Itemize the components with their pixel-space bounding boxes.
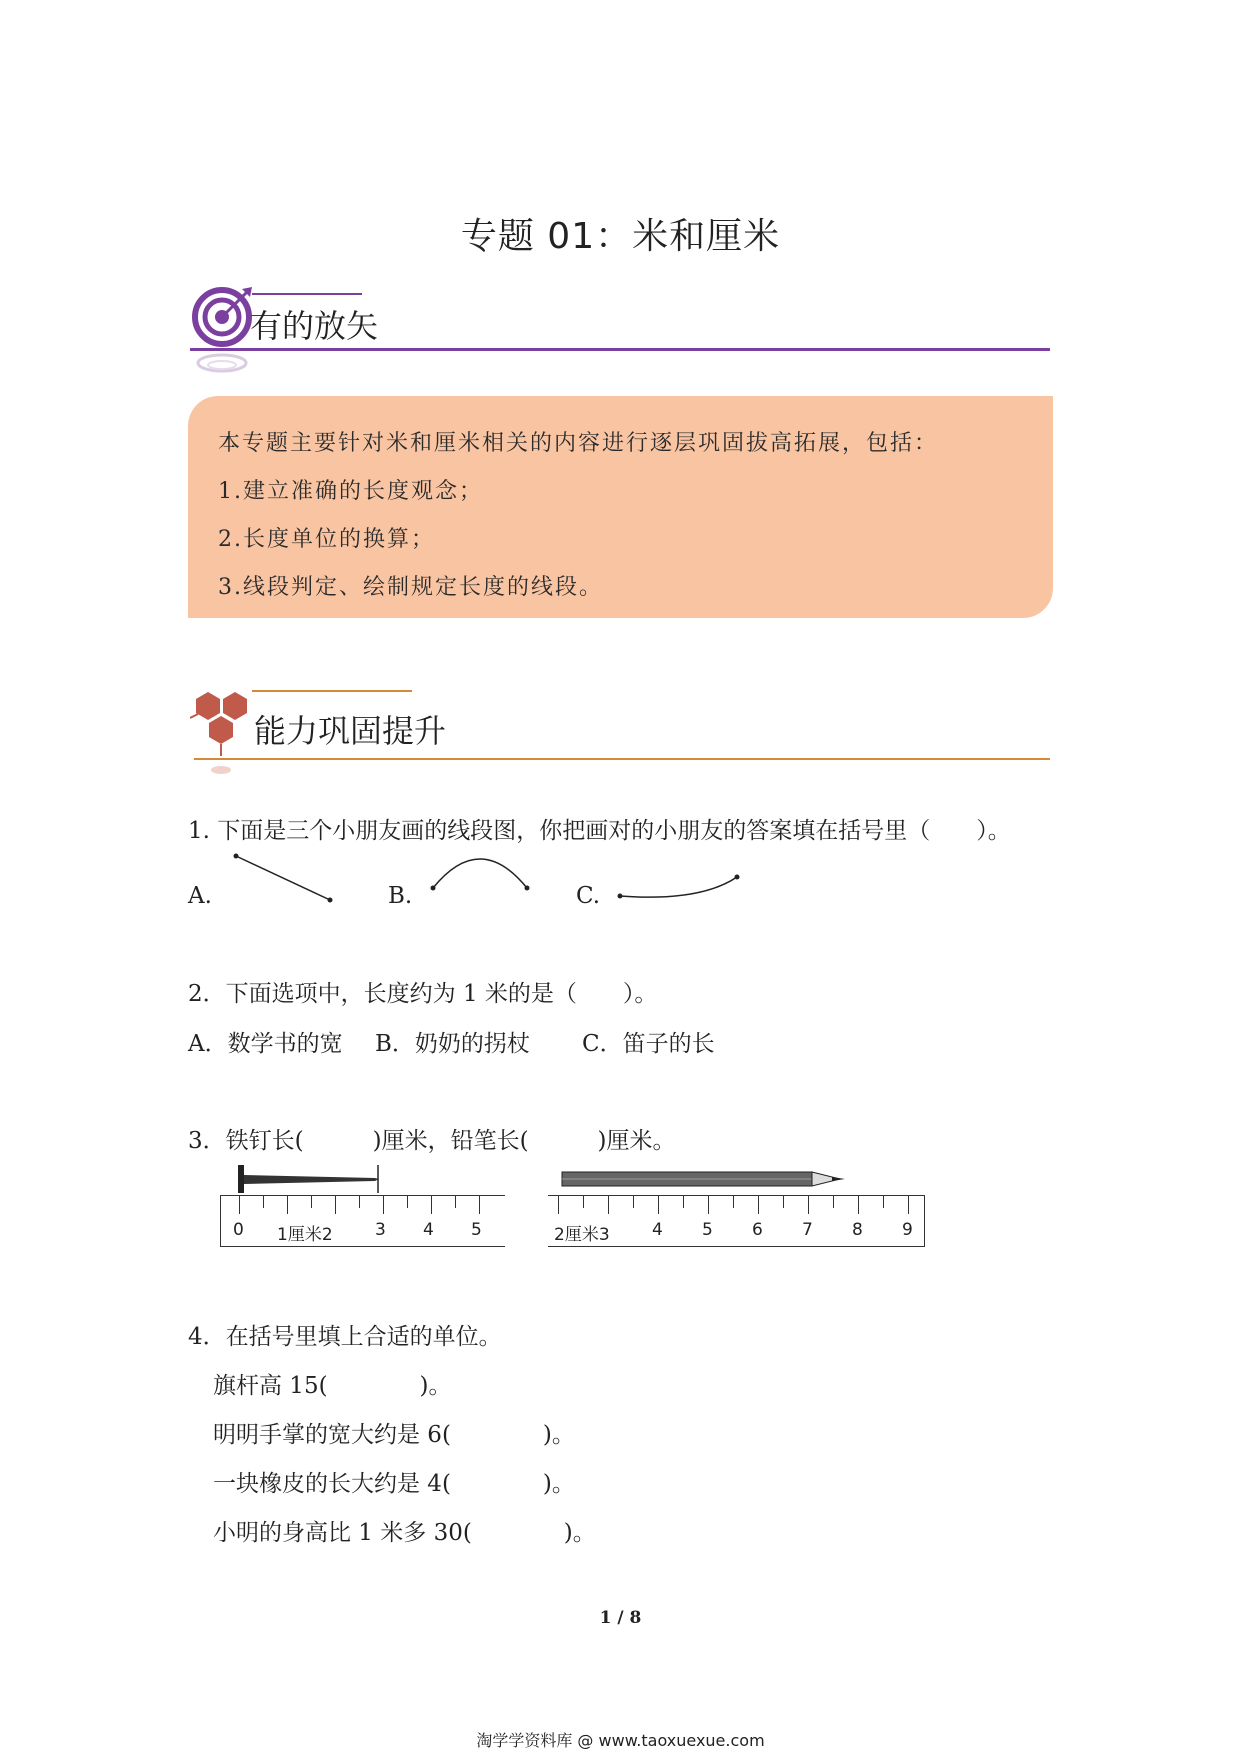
q4-item: 明明手掌的宽大约是 6( )。 — [213, 1422, 575, 1448]
q4-item: 小明的身高比 1 米多 30( )。 — [213, 1520, 596, 1546]
option-c-label: C. — [576, 883, 601, 909]
question-3: 3．铁钉长( )厘米，铅笔长( )厘米。 — [188, 1128, 676, 1154]
q4-item: 旗杆高 15( )。 — [213, 1373, 452, 1399]
ruler-label: 6 — [752, 1220, 763, 1240]
section-header-target — [190, 285, 1060, 375]
nail-icon — [235, 1165, 385, 1195]
q2-option-b: B．奶奶的拐杖 — [375, 1031, 530, 1057]
ruler-label: 1厘米2 — [277, 1225, 333, 1245]
ruler-label: 2厘米3 — [554, 1225, 610, 1245]
divider — [194, 758, 1050, 760]
line-figures — [0, 840, 1241, 920]
divider — [190, 348, 1050, 351]
ruler-2 — [548, 1195, 925, 1247]
section-heading: 能力巩固提升 — [254, 712, 447, 750]
q2-option-c: C．笛子的长 — [582, 1031, 715, 1057]
option-b-label: B. — [388, 883, 413, 909]
figure-b-arc — [431, 859, 530, 891]
ruler-1 — [220, 1195, 505, 1247]
ruler-label: 8 — [852, 1220, 863, 1240]
q4-item: 一块橡皮的长大约是 4( )。 — [213, 1471, 575, 1497]
page-title: 专题 01：米和厘米 — [460, 216, 781, 257]
ruler-label: 9 — [902, 1220, 913, 1240]
ruler-label: 4 — [423, 1220, 434, 1240]
ruler-label: 5 — [702, 1220, 713, 1240]
ruler-label: 0 — [233, 1220, 244, 1240]
section-header-ability — [190, 690, 1060, 780]
ruler-label: 7 — [802, 1220, 813, 1240]
page-number: 1 / 8 — [599, 1608, 642, 1628]
ruler-label: 3 — [375, 1220, 386, 1240]
option-a-label: A. — [188, 883, 212, 909]
q2-option-a: A．数学书的宽 — [188, 1031, 343, 1057]
figure-a-segment — [234, 854, 333, 903]
hexagon-icon — [190, 690, 260, 780]
question-2: 2．下面选项中，长度约为 1 米的是（ ）。 — [188, 981, 658, 1007]
pencil-icon — [560, 1168, 860, 1190]
ruler-label: 5 — [471, 1220, 482, 1240]
intro-box — [188, 396, 1053, 618]
figure-c-curve — [618, 875, 740, 899]
ruler-label: 4 — [652, 1220, 663, 1240]
intro-line: 2.长度单位的换算； — [218, 527, 435, 552]
intro-line: 本专题主要针对米和厘米相关的内容进行逐层巩固拔高拓展，包括： — [218, 431, 939, 456]
question-1: 1. 下面是三个小朋友画的线段图，你把画对的小朋友的答案填在括号里（ ）。 — [188, 818, 1011, 844]
intro-line: 3.线段判定、绘制规定长度的线段。 — [218, 575, 603, 600]
question-4: 4．在括号里填上合适的单位。 — [188, 1324, 502, 1350]
intro-line: 1.建立准确的长度观念； — [218, 479, 483, 504]
section-heading: 有的放矢 — [250, 307, 379, 345]
footer-watermark: 淘学学资料库 @ www.taoxuexue.com — [476, 1731, 765, 1750]
